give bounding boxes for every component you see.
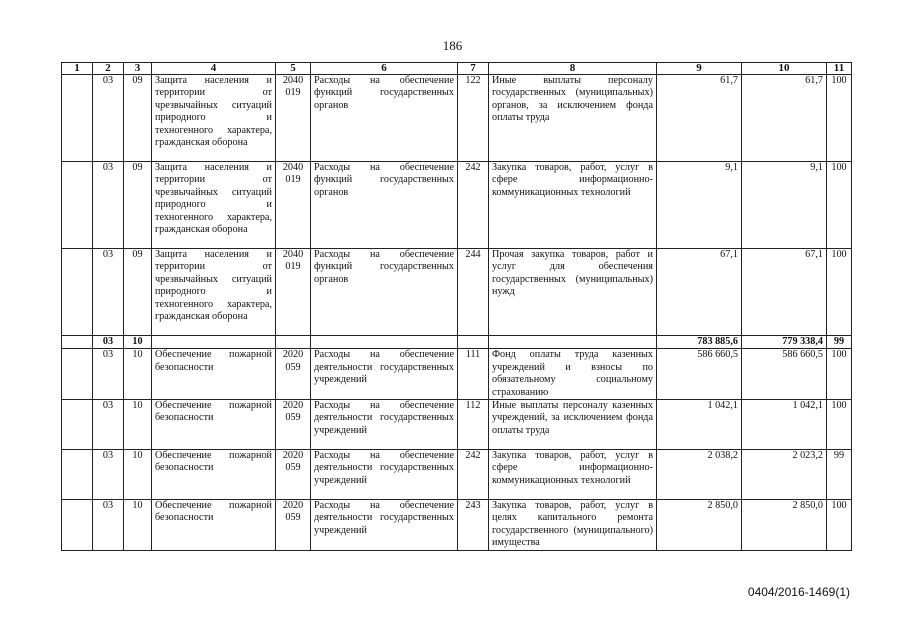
cell-col-6: Расходы на обеспечение деятельности государственных учреждений: [311, 500, 458, 551]
header-col-11: 11: [827, 63, 852, 75]
cell-col-4: Обеспечение пожарной безопасности: [152, 400, 276, 450]
cell-col-8: Закупка товаров, работ, услуг в целях капитального ремонта государственного (муниципального) имущества: [489, 500, 657, 551]
cell-col-4: Защита населения и территории от чрезвычайных ситуаций природного и техногенного характера, гражданская оборона: [152, 162, 276, 249]
page-number: 186: [442, 38, 463, 53]
cell-col-9: 586 660,5: [657, 349, 742, 400]
cell-col-4: Обеспечение пожарной безопасности: [152, 500, 276, 551]
cell-col-11: 100: [827, 349, 852, 400]
header-col-5: 5: [276, 63, 311, 75]
cell-col-1: [62, 75, 93, 162]
table-row: [62, 75, 852, 162]
budget-table: [61, 62, 852, 551]
cell-col-5: 2020 059: [276, 500, 311, 551]
cell-col-7: [458, 336, 489, 349]
cell-col-3: 09: [124, 75, 152, 162]
header-col-7: 7: [458, 63, 489, 75]
cell-col-2: 03: [93, 336, 124, 349]
cell-col-3: 09: [124, 249, 152, 336]
cell-col-10: 61,7: [742, 75, 827, 162]
cell-col-9: 2 038,2: [657, 450, 742, 500]
cell-col-6: [311, 336, 458, 349]
cell-col-1: [62, 336, 93, 349]
cell-col-4: Защита населения и территории от чрезвычайных ситуаций природного и техногенного характера, гражданская оборона: [152, 75, 276, 162]
cell-col-8: Прочая закупка товаров, работ и услуг для обеспечения государственных (муниципальных) нужд: [489, 249, 657, 336]
cell-col-2: 03: [93, 349, 124, 400]
header-col-9: 9: [657, 63, 742, 75]
cell-col-2: 03: [93, 400, 124, 450]
cell-col-7: 122: [458, 75, 489, 162]
cell-col-5: [276, 336, 311, 349]
cell-col-4: Обеспечение пожарной безопасности: [152, 349, 276, 400]
cell-col-10: 2 023,2: [742, 450, 827, 500]
header-col-10: 10: [742, 63, 827, 75]
cell-col-2: 03: [93, 500, 124, 551]
cell-col-10: 2 850,0: [742, 500, 827, 551]
cell-col-2: 03: [93, 249, 124, 336]
cell-col-1: [62, 349, 93, 400]
cell-col-6: Расходы на обеспечение деятельности государственных учреждений: [311, 400, 458, 450]
cell-col-9: 2 850,0: [657, 500, 742, 551]
cell-col-10: 67,1: [742, 249, 827, 336]
cell-col-7: 112: [458, 400, 489, 450]
cell-col-8: Фонд оплаты труда казенных учреждений и взносы по обязательному социальному страхованию: [489, 349, 657, 400]
cell-col-4: Защита населения и территории от чрезвычайных ситуаций природного и техногенного характера, гражданская оборона: [152, 249, 276, 336]
cell-col-5: 2040 019: [276, 75, 311, 162]
cell-col-10: 1 042,1: [742, 400, 827, 450]
cell-col-10: 779 338,4: [742, 336, 827, 349]
cell-col-9: 9,1: [657, 162, 742, 249]
header-col-6: 6: [311, 63, 458, 75]
header-col-4: 4: [152, 63, 276, 75]
table-row: [62, 450, 852, 500]
cell-col-6: Расходы на обеспечение деятельности государственных учреждений: [311, 450, 458, 500]
table-row: [62, 162, 852, 249]
cell-col-8: Закупка товаров, работ, услуг в сфере информационно-коммуникационных технологий: [489, 162, 657, 249]
cell-col-7: 111: [458, 349, 489, 400]
header-col-8: 8: [489, 63, 657, 75]
header-col-1: 1: [62, 63, 93, 75]
cell-col-11: 100: [827, 75, 852, 162]
cell-col-8: [489, 336, 657, 349]
subtotal-row: [62, 336, 852, 349]
cell-col-7: 243: [458, 500, 489, 551]
cell-col-7: 242: [458, 450, 489, 500]
cell-col-11: 100: [827, 500, 852, 551]
cell-col-5: 2020 059: [276, 349, 311, 400]
cell-col-7: 242: [458, 162, 489, 249]
cell-col-3: 10: [124, 450, 152, 500]
cell-col-9: 67,1: [657, 249, 742, 336]
cell-col-9: 61,7: [657, 75, 742, 162]
cell-col-1: [62, 162, 93, 249]
cell-col-1: [62, 500, 93, 551]
cell-col-7: 244: [458, 249, 489, 336]
cell-col-11: 99: [827, 336, 852, 349]
header-col-2: 2: [93, 63, 124, 75]
cell-col-8: Иные выплаты персоналу государственных (муниципальных) органов, за исключением фонда оплаты труда: [489, 75, 657, 162]
cell-col-5: 2040 019: [276, 162, 311, 249]
cell-col-11: 100: [827, 162, 852, 249]
cell-col-1: [62, 400, 93, 450]
cell-col-10: 586 660,5: [742, 349, 827, 400]
table-row: [62, 249, 852, 336]
cell-col-5: 2020 059: [276, 450, 311, 500]
document-code: 0404/2016-1469(1): [747, 585, 850, 599]
cell-col-8: Иные выплаты персоналу казенных учреждений, за исключением фонда оплаты труда: [489, 400, 657, 450]
cell-col-3: 09: [124, 162, 152, 249]
cell-col-8: Закупка товаров, работ, услуг в сфере информационно-коммуникационных технологий: [489, 450, 657, 500]
table-row: [62, 500, 852, 551]
cell-col-2: 03: [93, 75, 124, 162]
cell-col-1: [62, 450, 93, 500]
cell-col-11: 100: [827, 400, 852, 450]
cell-col-5: 2020 059: [276, 400, 311, 450]
cell-col-1: [62, 249, 93, 336]
table-body: [62, 75, 852, 551]
cell-col-6: Расходы на обеспечение деятельности государственных учреждений: [311, 349, 458, 400]
cell-col-3: 10: [124, 500, 152, 551]
cell-col-3: 10: [124, 336, 152, 349]
cell-col-3: 10: [124, 400, 152, 450]
table-row: [62, 349, 852, 400]
cell-col-10: 9,1: [742, 162, 827, 249]
cell-col-9: 783 885,6: [657, 336, 742, 349]
cell-col-6: Расходы на обеспечение функций государственных органов: [311, 162, 458, 249]
cell-col-9: 1 042,1: [657, 400, 742, 450]
cell-col-11: 100: [827, 249, 852, 336]
cell-col-2: 03: [93, 450, 124, 500]
cell-col-5: 2040 019: [276, 249, 311, 336]
cell-col-6: Расходы на обеспечение функций государственных органов: [311, 75, 458, 162]
cell-col-2: 03: [93, 162, 124, 249]
cell-col-4: [152, 336, 276, 349]
header-col-3: 3: [124, 63, 152, 75]
cell-col-11: 99: [827, 450, 852, 500]
cell-col-3: 10: [124, 349, 152, 400]
cell-col-4: Обеспечение пожарной безопасности: [152, 450, 276, 500]
table-row: [62, 400, 852, 450]
table-header-row: [62, 63, 852, 75]
cell-col-6: Расходы на обеспечение функций государственных органов: [311, 249, 458, 336]
